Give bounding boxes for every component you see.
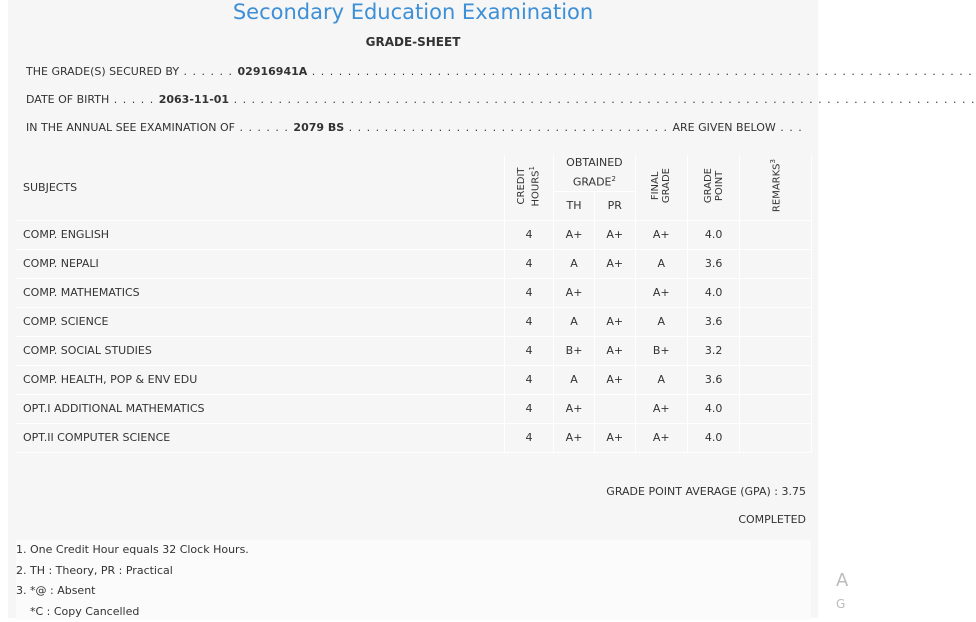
credit-cell: 4 — [504, 336, 553, 365]
exam-label: IN THE ANNUAL SEE EXAMINATION OF — [26, 121, 235, 134]
credit-cell: 4 — [504, 365, 553, 394]
remarks-cell — [740, 249, 812, 278]
grade-point-cell: 4.0 — [687, 278, 739, 307]
final-grade-cell: A+ — [635, 423, 687, 452]
pr-header: PR — [594, 191, 635, 220]
dot-leader: . . . . . . . . . . . . . . . . . . . . . . . . . . . . . . . . . . . . . . . . . . . . . . . . . . . . . . . . . . . . . . . . . . . . . . . . . . — [307, 65, 973, 78]
footnote-3: 3. *@ : Absent — [16, 581, 811, 602]
table-row — [16, 249, 812, 278]
gpa-label: GRADE POINT AVERAGE (GPA) : — [606, 485, 778, 498]
symbol-number: 02916941A — [238, 65, 308, 78]
th-grade-cell: A — [554, 307, 595, 336]
footnote-1: 1. One Credit Hour equals 32 Clock Hours. — [16, 540, 811, 561]
exam-year: 2079 BS — [293, 121, 344, 134]
obtained-grade-header: OBTAINED GRADE$^2$ — [554, 155, 635, 191]
given-below-label: ARE GIVEN BELOW — [672, 121, 775, 134]
th-grade-cell: A — [554, 249, 595, 278]
final-grade-cell: A — [635, 307, 687, 336]
side-letter-a: A — [836, 570, 848, 591]
th-grade-cell: A+ — [554, 278, 595, 307]
pr-grade-cell: A+ — [594, 249, 635, 278]
credit-cell: 4 — [504, 394, 553, 423]
grade-point-cell: 3.6 — [687, 365, 739, 394]
gpa-value: 3.75 — [782, 485, 807, 498]
dot-leader: . . . . . . . . . . . . . . . . . . . . . . . . . . . . . . . . . . . . . . . . . . . . . . . . . . . . . . . . . . . . . . . . . . . . . . . . . . . . . . . . . . . — [229, 93, 975, 106]
table-row — [16, 336, 812, 365]
pr-grade-cell — [594, 394, 635, 423]
subject-cell: OPT.II COMPUTER SCIENCE — [16, 423, 504, 452]
grade-point-cell: 3.2 — [687, 336, 739, 365]
grade-point-cell: 4.0 — [687, 423, 739, 452]
dot-leader: . . . . . . — [235, 121, 293, 134]
credit-cell: 4 — [504, 307, 553, 336]
remarks-cell — [740, 336, 812, 365]
subject-cell: COMP. NEPALI — [16, 249, 504, 278]
dot-leader: . . . . . . . . . . . . . . . . . . . . . . . . . . . . . . . . . . . . — [344, 121, 672, 134]
footnote-2: 2. TH : Theory, PR : Practical — [16, 561, 811, 582]
subject-cell: COMP. SCIENCE — [16, 307, 504, 336]
footnotes — [16, 540, 811, 620]
th-grade-cell: A+ — [554, 220, 595, 249]
final-grade-cell: A — [635, 365, 687, 394]
table-header-row — [16, 155, 812, 191]
gpa-line — [606, 485, 806, 498]
subject-cell: COMP. MATHEMATICS — [16, 278, 504, 307]
subject-cell: COMP. ENGLISH — [16, 220, 504, 249]
remarks-cell — [740, 423, 812, 452]
dot-leader: . . . — [776, 121, 803, 134]
remarks-header: REMARKS$^3$ — [740, 155, 812, 220]
pr-grade-cell: A+ — [594, 307, 635, 336]
grade-point-header: GRADE POINT — [687, 155, 739, 220]
secured-by-label: THE GRADE(S) SECURED BY — [26, 65, 179, 78]
grades-table — [16, 155, 812, 453]
final-grade-header: FINAL GRADE — [635, 155, 687, 220]
table-row — [16, 423, 812, 452]
th-header: TH — [554, 191, 595, 220]
credit-hours-header: CREDIT HOURS$^1$ — [504, 155, 553, 220]
dob-value: 2063-11-01 — [159, 93, 229, 106]
th-grade-cell: A+ — [554, 423, 595, 452]
pr-grade-cell — [594, 278, 635, 307]
final-grade-cell: A+ — [635, 220, 687, 249]
remarks-cell — [740, 307, 812, 336]
th-grade-cell: A — [554, 365, 595, 394]
grade-sheet — [8, 0, 818, 618]
table-row — [16, 394, 812, 423]
th-grade-cell: A+ — [554, 394, 595, 423]
pr-grade-cell: A+ — [594, 365, 635, 394]
footnote-4: *C : Copy Cancelled — [16, 602, 811, 622]
dob-label: DATE OF BIRTH — [26, 93, 109, 106]
status-text: COMPLETED — [738, 513, 806, 526]
exam-line — [26, 121, 786, 134]
subjects-header: SUBJECTS — [16, 155, 504, 220]
grade-point-cell: 3.6 — [687, 307, 739, 336]
remarks-cell — [740, 278, 812, 307]
table-row — [16, 220, 812, 249]
grade-point-cell: 4.0 — [687, 394, 739, 423]
subject-cell: COMP. SOCIAL STUDIES — [16, 336, 504, 365]
remarks-cell — [740, 394, 812, 423]
sheet-title: GRADE-SHEET — [8, 35, 818, 49]
secured-by-line — [26, 65, 786, 78]
remarks-cell — [740, 220, 812, 249]
final-grade-cell: A+ — [635, 394, 687, 423]
grade-point-cell: 4.0 — [687, 220, 739, 249]
pr-grade-cell: A+ — [594, 220, 635, 249]
pr-grade-cell: A+ — [594, 423, 635, 452]
exam-title: Secondary Education Examination — [8, 0, 818, 24]
th-grade-cell: B+ — [554, 336, 595, 365]
final-grade-cell: A+ — [635, 278, 687, 307]
final-grade-cell: A — [635, 249, 687, 278]
dob-line — [26, 93, 786, 106]
table-row — [16, 365, 812, 394]
table-row — [16, 278, 812, 307]
dot-leader: . . . . . . — [179, 65, 237, 78]
final-grade-cell: B+ — [635, 336, 687, 365]
credit-cell: 4 — [504, 249, 553, 278]
pr-grade-cell: A+ — [594, 336, 635, 365]
credit-cell: 4 — [504, 278, 553, 307]
dot-leader: . . . . . — [109, 93, 158, 106]
side-letter-g: G — [836, 597, 845, 611]
subject-cell: OPT.I ADDITIONAL MATHEMATICS — [16, 394, 504, 423]
credit-cell: 4 — [504, 423, 553, 452]
credit-cell: 4 — [504, 220, 553, 249]
table-row — [16, 307, 812, 336]
subject-cell: COMP. HEALTH, POP & ENV EDU — [16, 365, 504, 394]
remarks-cell — [740, 365, 812, 394]
grade-point-cell: 3.6 — [687, 249, 739, 278]
